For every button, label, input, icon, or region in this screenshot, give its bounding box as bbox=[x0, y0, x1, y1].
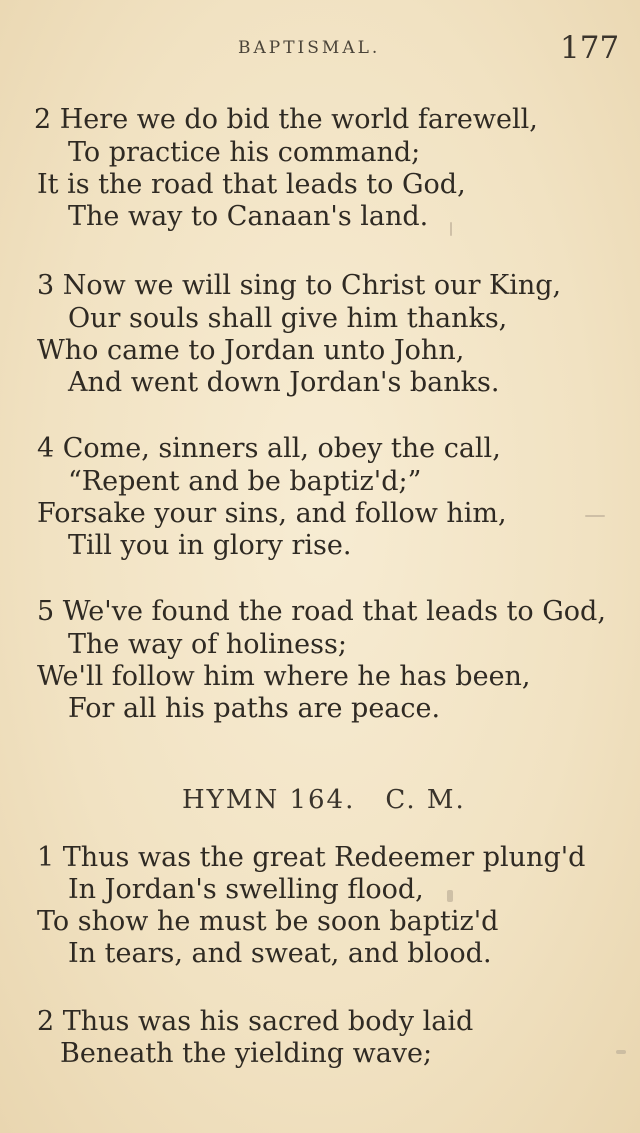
running-head: BAPTISMAL. bbox=[238, 38, 381, 58]
verse-line: 2 Here we do bid the world farewell, bbox=[34, 104, 538, 135]
verse-line: 1 Thus was the great Redeemer plung'd bbox=[37, 842, 586, 873]
verse-line: We'll follow him where he has been, bbox=[37, 661, 531, 692]
hymn-meter: C. M. bbox=[385, 785, 466, 815]
verse-line: The way of holiness; bbox=[68, 629, 347, 660]
paper-speck bbox=[585, 515, 605, 517]
verse-line: Forsake your sins, and follow him, bbox=[37, 498, 507, 529]
verse-line: 2 Thus was his sacred body laid bbox=[37, 1006, 474, 1037]
verse-line: In tears, and sweat, and blood. bbox=[68, 938, 492, 969]
verse-line: “Repent and be baptiz'd;” bbox=[68, 466, 422, 497]
paper-speck bbox=[616, 1050, 626, 1054]
verse-line: For all his paths are peace. bbox=[68, 693, 441, 724]
verse-line: It is the road that leads to God, bbox=[37, 169, 466, 200]
hymn-title: HYMN 164. bbox=[182, 785, 356, 815]
paper-speck bbox=[447, 890, 453, 902]
verse-line: 4 Come, sinners all, obey the call, bbox=[37, 433, 501, 464]
verse-line: 3 Now we will sing to Christ our King, bbox=[37, 270, 562, 301]
verse-line: Till you in glory rise. bbox=[68, 530, 352, 561]
verse-line: The way to Canaan's land. bbox=[68, 201, 429, 232]
verse-line: Beneath the yielding wave; bbox=[60, 1038, 433, 1069]
verse-line: Who came to Jordan unto John, bbox=[37, 335, 465, 366]
verse-line: And went down Jordan's banks. bbox=[68, 367, 500, 398]
paper-speck bbox=[450, 222, 452, 236]
verse-line: To show he must be soon baptiz'd bbox=[37, 906, 499, 937]
page-number: 177 bbox=[560, 30, 620, 66]
hymn-heading bbox=[182, 785, 466, 815]
verse-line: In Jordan's swelling flood, bbox=[68, 874, 424, 905]
verse-line: 5 We've found the road that leads to God, bbox=[37, 596, 606, 627]
verse-line: To practice his command; bbox=[68, 137, 421, 168]
verse-line: Our souls shall give him thanks, bbox=[68, 303, 508, 334]
